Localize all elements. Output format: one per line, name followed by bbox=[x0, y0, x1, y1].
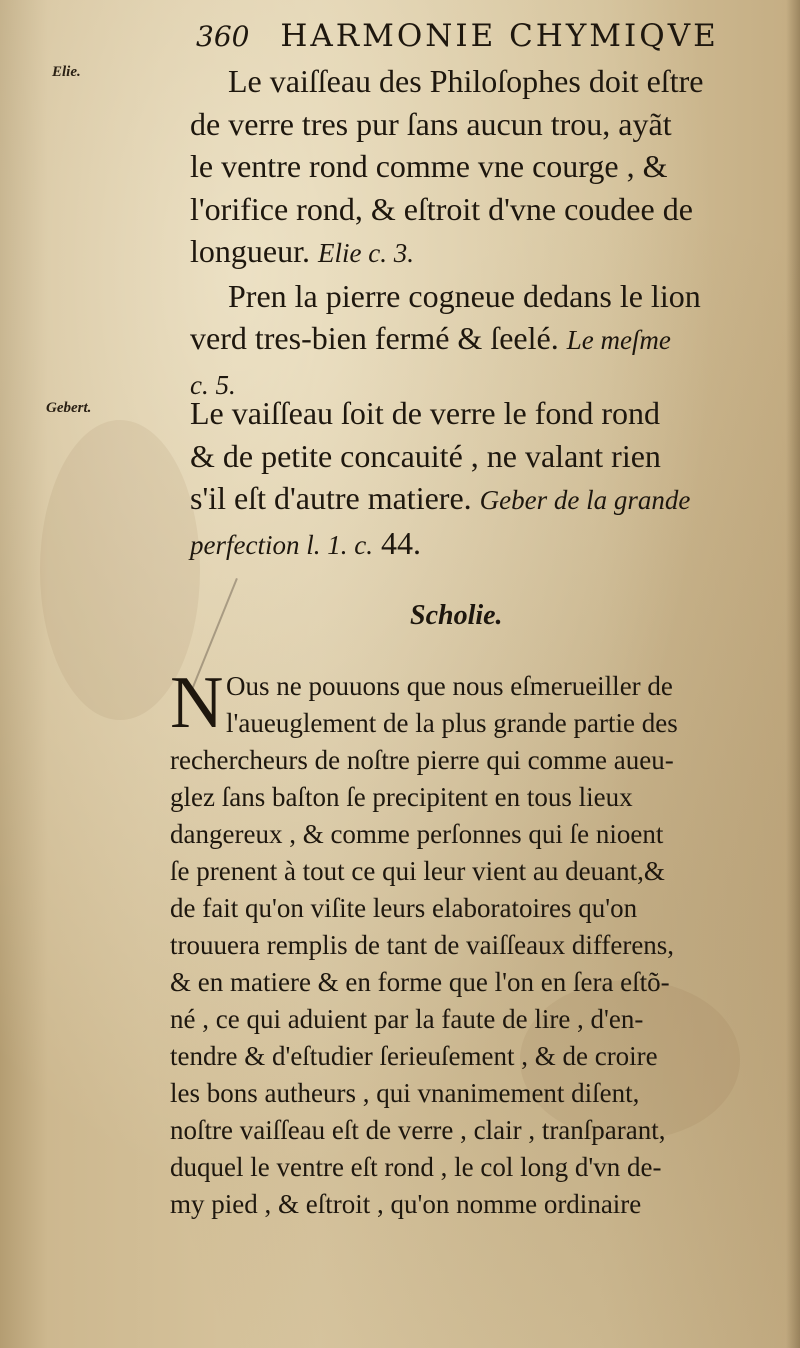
drop-cap: N bbox=[170, 662, 224, 744]
text-fragment: s'il eſt d'autre matiere. bbox=[190, 480, 472, 516]
text-line bbox=[190, 522, 782, 567]
text-line: de verre tres pur ſans aucun trou, ayãt bbox=[190, 105, 672, 142]
scholie-body bbox=[170, 662, 780, 1223]
text-line: Ous ne pouuons que nous eſmerueiller de bbox=[226, 671, 673, 701]
text-line: Pren la pierre cogneue dedans le lion bbox=[228, 277, 701, 314]
text-line: my pied , & eſtroit , qu'on nomme ordinaire bbox=[170, 1189, 642, 1219]
text-line bbox=[190, 317, 782, 362]
text-line: né , ce qui aduient par la faute de lire , d'en- bbox=[170, 1004, 644, 1034]
citation: perfection l. 1. c. bbox=[190, 529, 373, 560]
text-line: & de petite concauité , ne valant rien bbox=[190, 437, 661, 474]
text-line: l'aueuglement de la plus grande partie des bbox=[226, 708, 678, 738]
text-line: trouuera remplis de tant de vaiſſeaux differens, bbox=[170, 930, 675, 960]
text-line: dangereux , & comme perſonnes qui ſe nioent bbox=[170, 819, 664, 849]
section-heading: Scholie. bbox=[410, 600, 503, 631]
text-line: & en matiere & en forme que l'on en ſera eſtõ- bbox=[170, 967, 670, 997]
page-edge-shadow bbox=[786, 0, 800, 1348]
paragraph-elie bbox=[190, 60, 782, 406]
text-line: glez ſans baſton ſe precipitent en tous lieux bbox=[170, 782, 633, 812]
citation: c. 5. bbox=[190, 369, 236, 400]
text-fragment: longueur. bbox=[190, 233, 310, 269]
text-line: l'orifice rond, & eſtroit d'vne coudee de bbox=[190, 190, 693, 227]
text-line: ſe prenent à tout ce qui leur vient au deuant,& bbox=[170, 856, 665, 886]
text-line: Le vaiſſeau ſoit de verre le fond rond bbox=[190, 395, 661, 431]
text-line: le ventre rond comme vne courge , & bbox=[190, 148, 668, 184]
page-number: 360 bbox=[196, 20, 250, 53]
text-line: de fait qu'on viſite leurs elaboratoires qu'on bbox=[170, 893, 638, 923]
citation: Le meſme bbox=[566, 325, 671, 355]
text-line: les bons autheurs , qui vnanimement diſent, bbox=[170, 1078, 640, 1108]
margin-note-elie: Elie. bbox=[52, 64, 81, 80]
text-line bbox=[190, 477, 782, 522]
text-line: Le vaiſſeau des Philoſophes doit eſtre bbox=[228, 63, 704, 99]
text-fragment: verd tres-bien fermé & ſeelé. bbox=[190, 320, 559, 356]
text-line: noſtre vaiſſeau eſt de verre , clair , tranſparant, bbox=[170, 1115, 666, 1145]
margin-note-gebert: Gebert. bbox=[46, 400, 92, 416]
text-line bbox=[190, 230, 782, 275]
running-title: HARMONIE CHYMIQVE bbox=[280, 18, 719, 54]
citation-number: 44. bbox=[380, 524, 421, 561]
text-line: rechercheurs de noſtre pierre qui comme aueu- bbox=[170, 745, 674, 775]
text-line: tendre & d'eſtudier ſerieuſement , & de croire bbox=[170, 1041, 658, 1071]
citation: Geber de la grande bbox=[479, 485, 691, 515]
running-header bbox=[196, 18, 776, 54]
text-line: duquel le ventre eſt rond , le col long d'vn de- bbox=[170, 1152, 662, 1182]
citation: Elie c. 3. bbox=[317, 238, 414, 268]
paragraph-geber bbox=[190, 392, 782, 566]
